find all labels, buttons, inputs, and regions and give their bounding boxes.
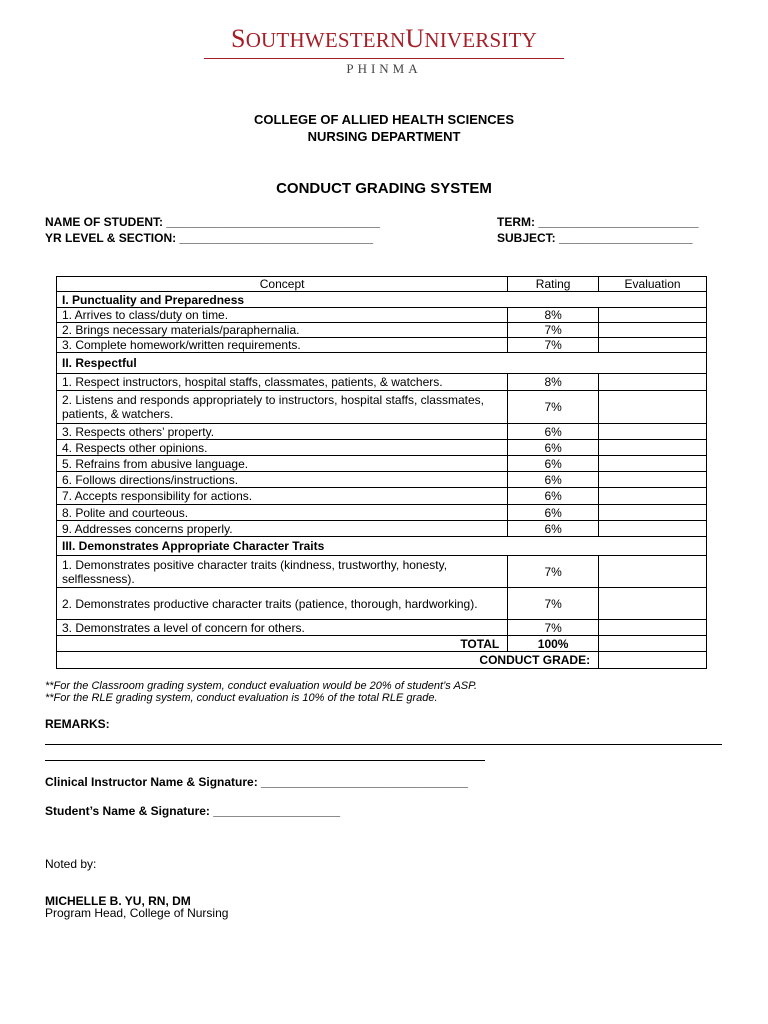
evaluation-cell[interactable] (599, 338, 707, 353)
rle-note: **For the RLE grading system, conduct evaluation is 10% of the total RLE grade. (45, 692, 438, 704)
table-row (57, 391, 707, 424)
remarks-line[interactable] (45, 760, 485, 761)
evaluation-cell[interactable] (599, 620, 707, 636)
header-evaluation: Evaluation (599, 277, 707, 292)
conduct-grade-cell[interactable] (599, 652, 707, 669)
evaluation-cell[interactable] (599, 588, 707, 620)
concept-cell: 6. Follows directions/instructions. (57, 472, 508, 488)
concept-cell: 1. Arrives to class/duty on time. (57, 308, 508, 323)
rating-cell: 6% (508, 521, 599, 537)
table-row (57, 308, 707, 323)
evaluation-cell[interactable] (599, 521, 707, 537)
table-row (57, 505, 707, 521)
logo-subtitle: PHINMA (346, 61, 422, 76)
signatory-name: MICHELLE B. YU, RN, DM (45, 894, 191, 908)
logo-divider (204, 58, 564, 59)
section-title: II. Respectful (57, 353, 707, 374)
rating-cell: 6% (508, 424, 599, 440)
subject-field[interactable]: SUBJECT: ____________________ (497, 231, 693, 245)
concept-cell: 3. Complete homework/written requirements. (57, 338, 508, 353)
table-row (57, 521, 707, 537)
rating-cell: 7% (508, 588, 599, 620)
rating-cell: 8% (508, 308, 599, 323)
total-row (57, 636, 707, 652)
header-rating: Rating (508, 277, 599, 292)
concept-cell: 7. Accepts responsibility for actions. (57, 488, 508, 505)
table-row (57, 456, 707, 472)
evaluation-cell[interactable] (599, 323, 707, 338)
concept-cell: 2. Demonstrates productive character traits (patience, thorough, hardworking). (57, 588, 508, 620)
signatory-title: Program Head, College of Nursing (45, 906, 229, 920)
table-row (57, 488, 707, 505)
classroom-note: **For the Classroom grading system, conduct evaluation would be 20% of student’s ASP. (45, 680, 478, 692)
concept-cell: 2. Listens and responds appropriately to instructors, hospital staffs, classmates, patients, & watchers. (57, 391, 508, 424)
rating-cell: 7% (508, 620, 599, 636)
evaluation-cell[interactable] (599, 374, 707, 391)
rating-cell: 7% (508, 556, 599, 588)
rating-cell: 6% (508, 456, 599, 472)
table-row (57, 472, 707, 488)
rating-cell: 6% (508, 440, 599, 456)
rating-cell: 7% (508, 391, 599, 424)
evaluation-cell[interactable] (599, 472, 707, 488)
concept-cell: 4. Respects other opinions. (57, 440, 508, 456)
rating-cell: 7% (508, 323, 599, 338)
document-title: CONDUCT GRADING SYSTEM (276, 180, 492, 197)
concept-cell: 3. Respects others’ property. (57, 424, 508, 440)
concept-cell: 9. Addresses concerns properly. (57, 521, 508, 537)
table-row (57, 556, 707, 588)
evaluation-cell[interactable] (599, 424, 707, 440)
conduct-grading-table (56, 276, 707, 669)
evaluation-cell[interactable] (599, 488, 707, 505)
total-label: TOTAL (57, 636, 508, 652)
evaluation-cell[interactable] (599, 456, 707, 472)
rating-cell: 6% (508, 505, 599, 521)
concept-cell: 2. Brings necessary materials/paraphernalia. (57, 323, 508, 338)
section-title: III. Demonstrates Appropriate Character Traits (57, 537, 707, 556)
evaluation-cell[interactable] (599, 391, 707, 424)
concept-cell: 3. Demonstrates a level of concern for others. (57, 620, 508, 636)
remarks-label: REMARKS: (45, 717, 110, 731)
rating-cell: 6% (508, 472, 599, 488)
total-evaluation-cell[interactable] (599, 636, 707, 652)
evaluation-cell[interactable] (599, 308, 707, 323)
concept-cell: 1. Respect instructors, hospital staffs, classmates, patients, & watchers. (57, 374, 508, 391)
university-logo-name: SOUTHWESTERNUNIVERSITY (231, 24, 537, 53)
university-logo (0, 24, 768, 77)
college-heading: COLLEGE OF ALLIED HEALTH SCIENCES (253, 112, 514, 127)
evaluation-cell[interactable] (599, 505, 707, 521)
remarks-line[interactable] (45, 744, 722, 745)
table-row (57, 620, 707, 636)
table-row (57, 588, 707, 620)
table-row (57, 424, 707, 440)
noted-by-label: Noted by: (45, 857, 97, 871)
concept-cell: 8. Polite and courteous. (57, 505, 508, 521)
concept-cell: 5. Refrains from abusive language. (57, 456, 508, 472)
header-concept: Concept (57, 277, 508, 292)
department-heading: NURSING DEPARTMENT (307, 129, 461, 144)
table-row (57, 323, 707, 338)
section-title: I. Punctuality and Preparedness (57, 292, 707, 308)
table-row (57, 338, 707, 353)
evaluation-cell[interactable] (599, 440, 707, 456)
rating-cell: 7% (508, 338, 599, 353)
table-row (57, 440, 707, 456)
term-field[interactable]: TERM: ________________________ (497, 215, 699, 229)
rating-cell: 8% (508, 374, 599, 391)
yr-level-section-field[interactable]: YR LEVEL & SECTION: _____________________________ (45, 231, 374, 245)
table-row (57, 374, 707, 391)
student-name-field[interactable]: NAME OF STUDENT: ________________________________ (45, 215, 380, 229)
clinical-instructor-signature-field[interactable]: Clinical Instructor Name & Signature: _______________________________ (45, 775, 468, 789)
conduct-grade-row (57, 652, 707, 669)
concept-cell: 1. Demonstrates positive character traits (kindness, trustworthy, honesty, selflessness). (57, 556, 508, 588)
conduct-grade-label: CONDUCT GRADE: (57, 652, 599, 669)
total-value: 100% (508, 636, 599, 652)
rating-cell: 6% (508, 488, 599, 505)
student-signature-field[interactable]: Student’s Name & Signature: ___________________ (45, 804, 341, 818)
evaluation-cell[interactable] (599, 556, 707, 588)
